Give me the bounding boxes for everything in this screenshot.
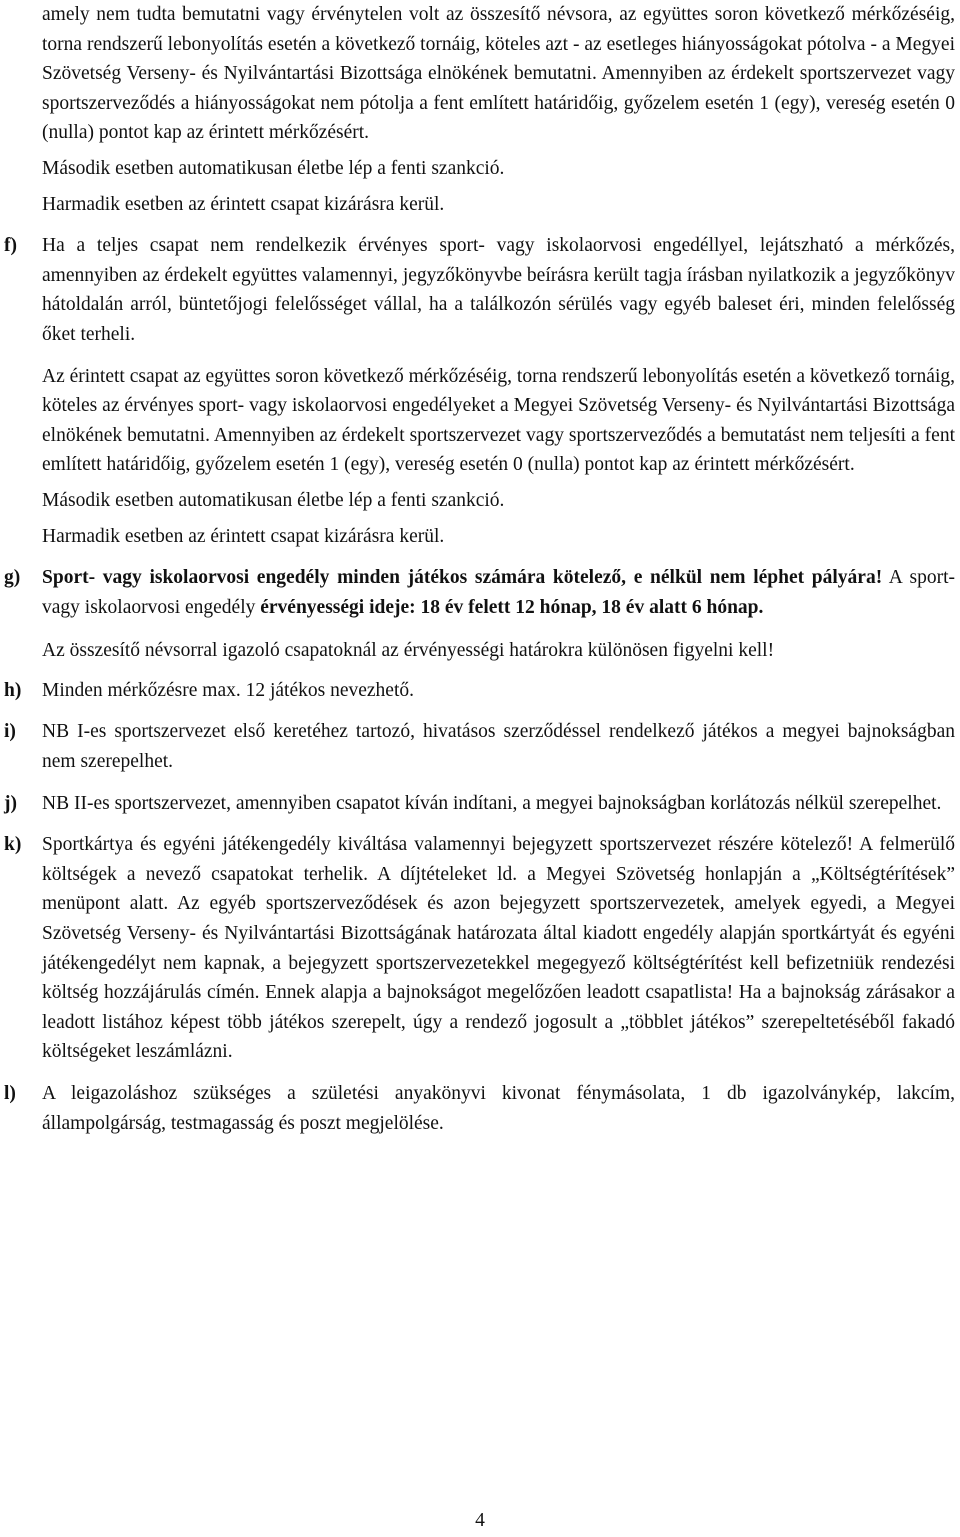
- item-i-label: i): [4, 721, 16, 743]
- item-g-label: g): [4, 567, 21, 589]
- item-f-third-case: Harmadik esetben az érintett csapat kizárásra kerül.: [42, 525, 445, 547]
- intro-third-case: Harmadik esetben az érintett csapat kizárásra kerül.: [42, 193, 445, 215]
- intro-second-case: Második esetben automatikusan életbe lép a fenti szankció.: [42, 157, 505, 179]
- item-k: [0, 830, 955, 1067]
- item-h: [0, 676, 955, 706]
- item-f-paragraph-2: Az érintett csapat az együttes soron következő mérkőzéséig, torna rendszerű lebonyolítás esetén a következő tornáig, köteles az érvényes sport- vagy iskolaorvosi engedélyeket a Megyei Szövetség Verseny- és Nyilvántartási Bizottsága elnökének bemutatni. Amennyiben az érdekelt sportszervezet vagy sportszerveződés a bemutatást nem teljesíti a fent említett határidőig, győzelem esetén 1 (egy), vereség esetén 0 (nulla) pontot kap az érintett mérkőzésért.: [42, 365, 955, 476]
- item-l-text: A leigazoláshoz szükséges a születési anyakönyvi kivonat fénymásolata, 1 db igazolványkép, lakcím, állampolgárság, testmagasság és poszt megjelölése.: [42, 1083, 955, 1134]
- item-i-text: NB I-es sportszervezet első keretéhez tartozó, hivatásos szerződéssel rendelkező játékos a megyei bajnokságban nem szerepelhet.: [42, 721, 955, 773]
- item-g-normal-text: A sport- vagy iskolaorvosi engedély: [42, 567, 955, 618]
- item-g-paragraph-2: Az összesítő névsorral igazoló csapatoknál az érvényességi határokra különösen figyelni kell!: [42, 640, 775, 662]
- item-h-label: h): [4, 679, 22, 701]
- intro-paragraph: amely nem tudta bemutatni vagy érvénytelen volt az összesítő névsora, az együttes soron következő mérkőzéséig, torna rendszerű lebonyolítás esetén a következő tornáig, köteles azt - az esetleges hiányosságokat pótolva - a Megyei Szövetség Verseny- és Nyilvántartási Bizottsága elnökének bemutatni. Amennyiben az érdekelt sportszervezet vagy sportszerveződés a hiányosságokat nem pótolja a fent említett határidőig, győzelem esetén 1 (egy), vereség esetén 0 (nulla) pontot kap az érintett mérkőzésért.: [42, 4, 955, 144]
- item-j-text: NB II-es sportszervezet, amennyiben csapatot kíván indítani, a megyei bajnokságban korlátozás nélkül szerepelhet.: [42, 792, 942, 814]
- item-f-paragraph-1: Ha a teljes csapat nem rendelkezik érvényes sport- vagy iskolaorvosi engedéllyel, lejátszható a mérkőzés, amennyiben az érdekelt együttes valamennyi, jegyzőkönyvbe beírásra került tagja írásban nyilatkozik a jegyzőkönyv hátoldalán arról, büntetőjogi felelősséget vállal, ha a találkozón sérülés vagy egyéb baleset éri, minden felelősség őket terheli.: [42, 235, 955, 345]
- item-g-bold-validity: érvényességi ideje: 18 év felett 12 hónap, 18 év alatt 6 hónap.: [260, 596, 764, 618]
- page-number: 4: [475, 1510, 485, 1531]
- item-h-text: Minden mérkőzésre max. 12 játékos nevezhető.: [42, 679, 414, 701]
- item-l: [0, 1079, 955, 1138]
- item-i: [0, 717, 955, 776]
- item-k-label: k): [4, 834, 22, 856]
- item-g: [0, 563, 955, 666]
- item-g-paragraph-1: [42, 563, 955, 622]
- item-f-label: f): [4, 235, 17, 257]
- item-k-text: Sportkártya és egyéni játékengedély kiváltása valamennyi bejegyzett sportszervezet részére kötelező! A felmerülő költségek a nevező csapatokat terhelik. A díjtételeket ld. a Megyei Szövetség honlapján a „Költségtérítések” menüpont alatt. Az egyéb sportszerveződések és azon bejegyzett sportszervezetek, amelyek egyedi, a Megyei Szövetség Verseny- és Nyilvántartási Bizottságának határozata által kiadott engedély alapján sportkártyát és egyéni játékengedélyt nem kapnak, a bejegyzett sportszervezetekkel megegyező költségtérítést kell befizetniük rendezési költség hozzájárulás címén. Ennek alapja a bajnokságot megelőzően leadott csapatlista! Ha a bajnokság zárásakor a leadott listához képest több játékos szerepelt, úgy a rendező jogosult a „többlet játékos” szerepeltetéséből fakadó költségeket leszámlázni.: [42, 834, 955, 1063]
- item-f: [0, 231, 955, 551]
- item-l-label: l): [4, 1083, 16, 1104]
- item-j-label: j): [4, 792, 17, 814]
- item-f-second-case: Második esetben automatikusan életbe lép a fenti szankció.: [42, 489, 505, 511]
- item-g-bold-requirement: Sport- vagy iskolaorvosi engedély minden játékos számára kötelező, e nélkül nem léphet pályára!: [42, 567, 883, 589]
- item-j: [0, 789, 955, 819]
